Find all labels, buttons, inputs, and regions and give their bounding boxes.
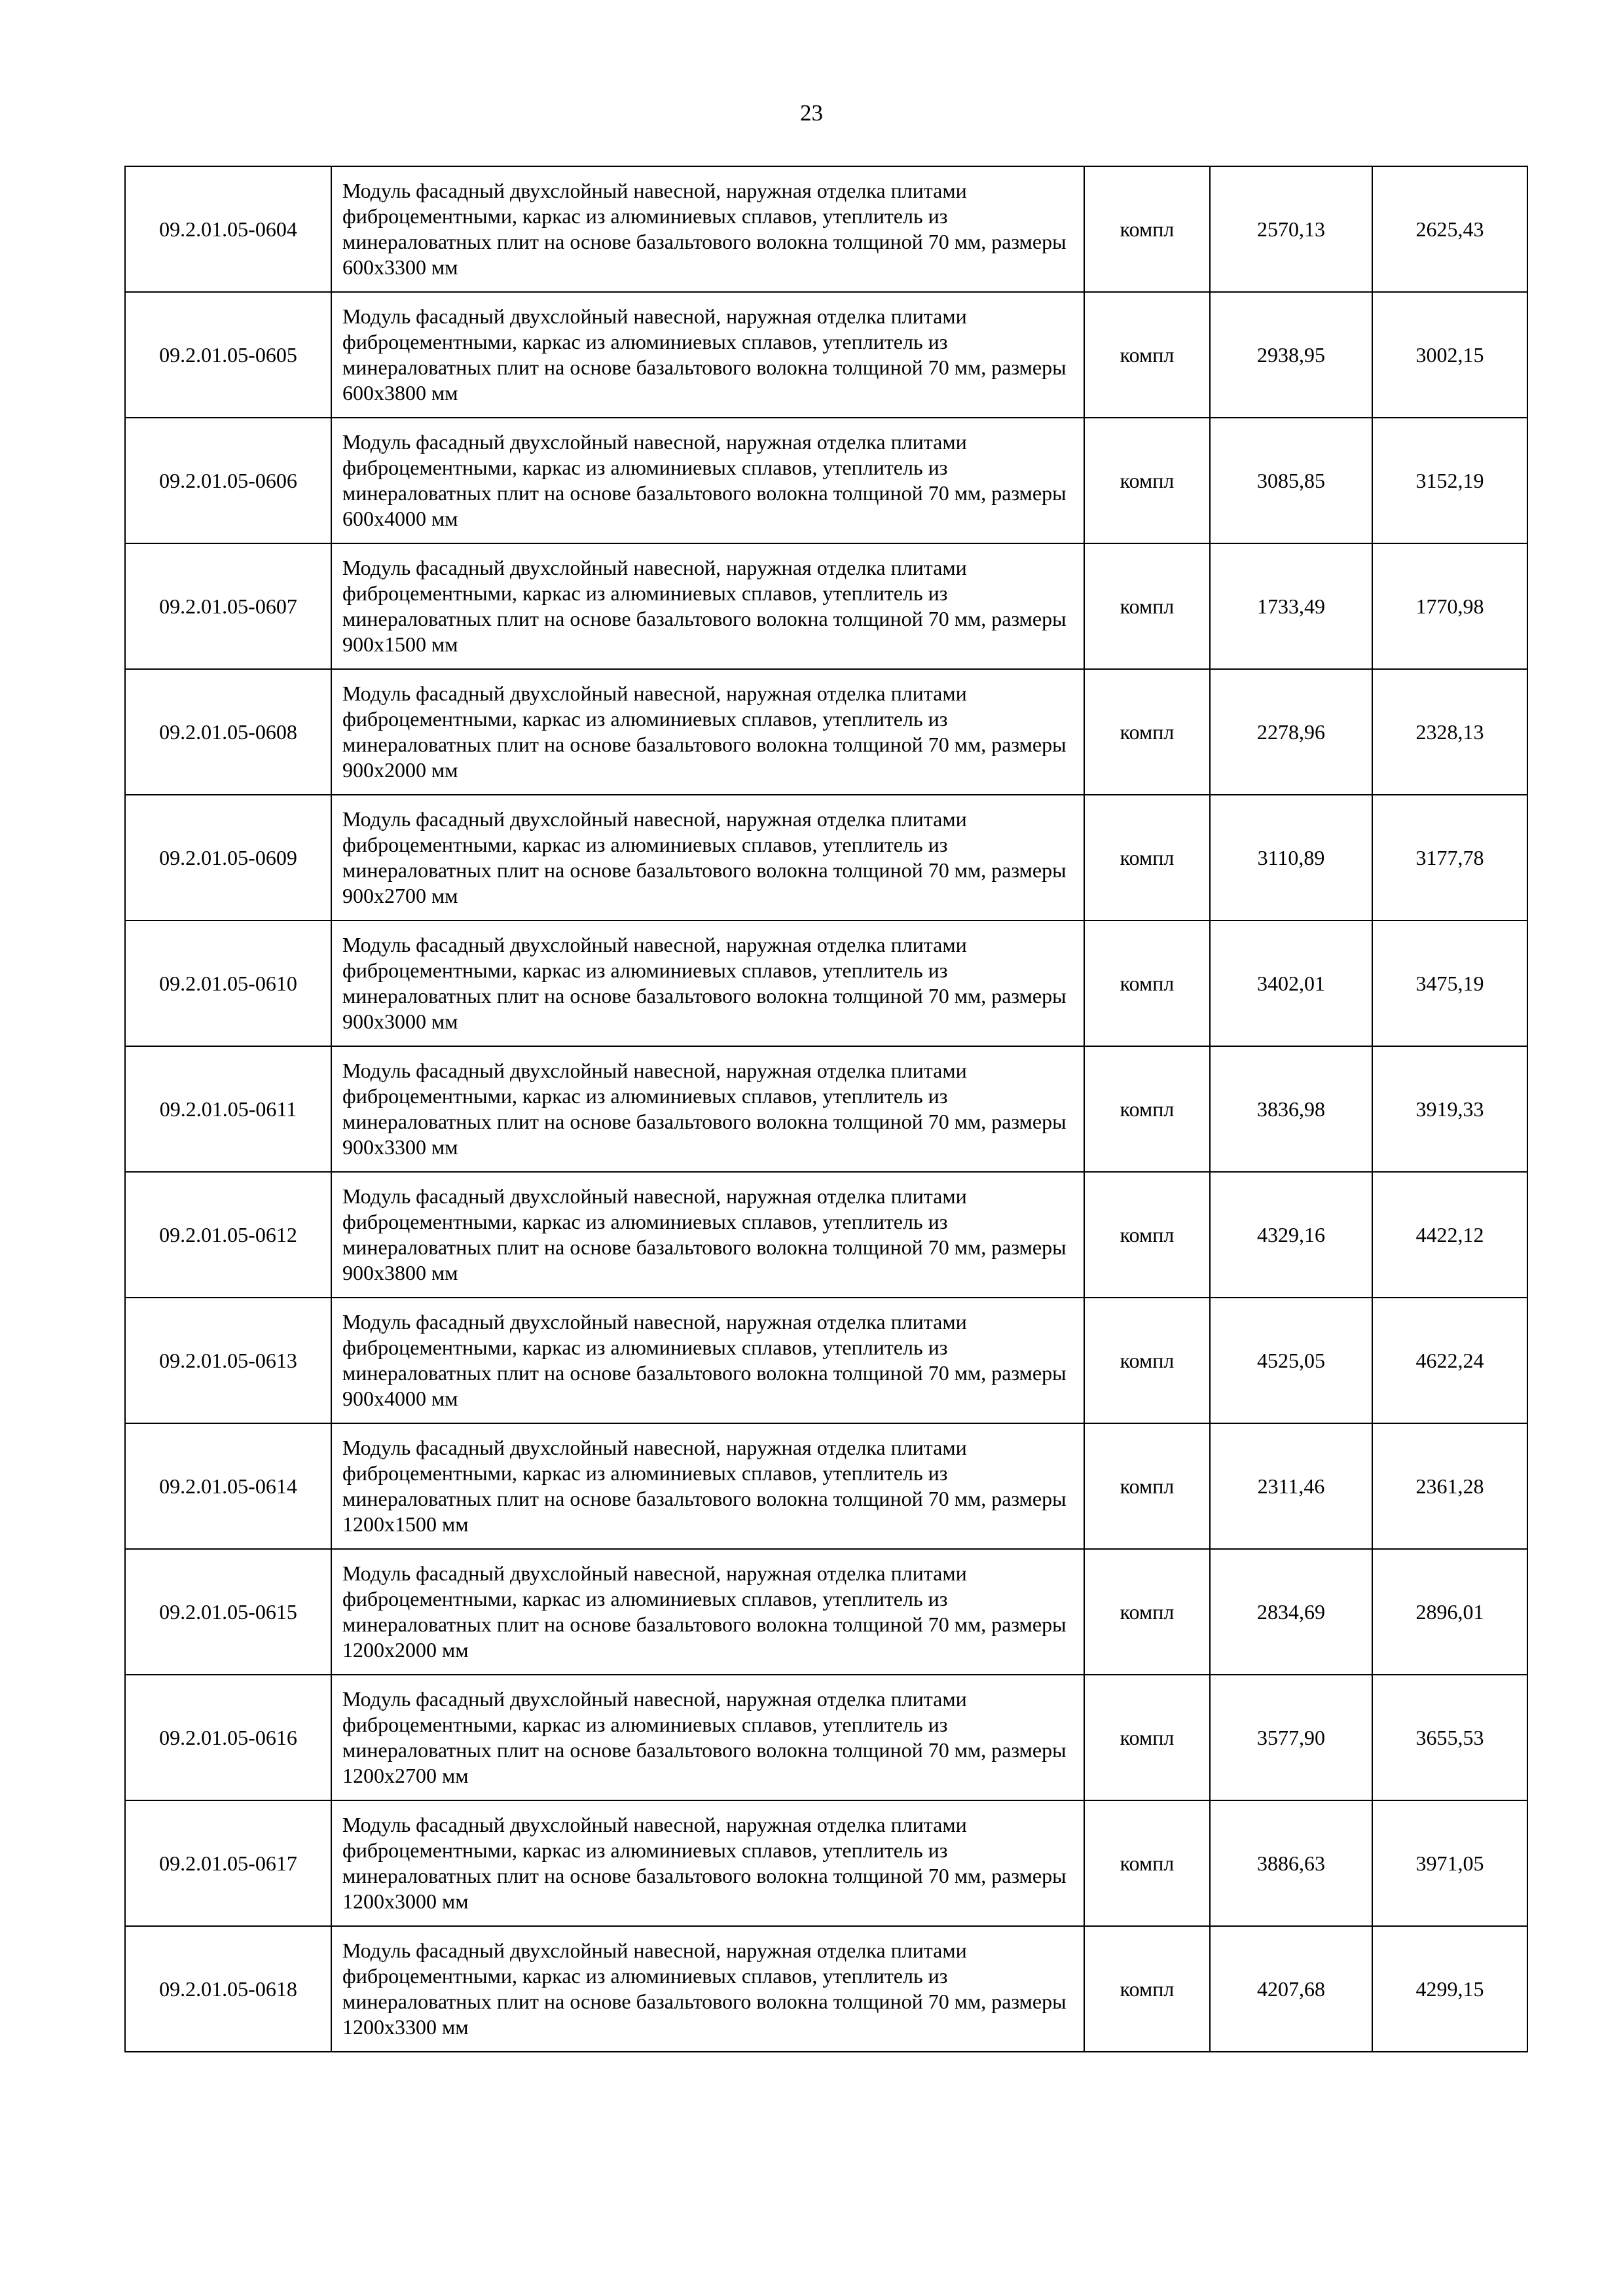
unit-cell: компл [1084, 1298, 1210, 1423]
unit-cell: компл [1084, 1926, 1210, 2052]
price2-cell: 3655,53 [1372, 1675, 1527, 1800]
code-cell: 09.2.01.05-0612 [125, 1172, 331, 1298]
description-cell: Модуль фасадный двухслойный навесной, наружная отделка плитами фиброцементными, каркас из алюминиевых сплавов, утеплитель из минераловатных плит на основе базальтового волокна толщиной 70 мм, размеры 900х3300 мм [331, 1046, 1084, 1172]
code-cell: 09.2.01.05-0606 [125, 418, 331, 543]
price1-cell: 2570,13 [1210, 166, 1372, 292]
price2-cell: 4622,24 [1372, 1298, 1527, 1423]
description-cell: Модуль фасадный двухслойный навесной, наружная отделка плитами фиброцементными, каркас из алюминиевых сплавов, утеплитель из минераловатных плит на основе базальтового волокна толщиной 70 мм, размеры 600х4000 мм [331, 418, 1084, 543]
price2-cell: 3152,19 [1372, 418, 1527, 543]
unit-cell: компл [1084, 795, 1210, 920]
code-cell: 09.2.01.05-0617 [125, 1800, 331, 1926]
price1-cell: 4525,05 [1210, 1298, 1372, 1423]
table-row [125, 669, 1527, 795]
price2-cell: 3002,15 [1372, 292, 1527, 418]
price1-cell: 4329,16 [1210, 1172, 1372, 1298]
price1-cell: 2834,69 [1210, 1549, 1372, 1675]
table-row [125, 1046, 1527, 1172]
price1-cell: 2278,96 [1210, 669, 1372, 795]
price1-cell: 2311,46 [1210, 1423, 1372, 1549]
price2-cell: 2625,43 [1372, 166, 1527, 292]
description-cell: Модуль фасадный двухслойный навесной, наружная отделка плитами фиброцементными, каркас из алюминиевых сплавов, утеплитель из минераловатных плит на основе базальтового волокна толщиной 70 мм, размеры 1200х3000 мм [331, 1800, 1084, 1926]
price2-cell: 2361,28 [1372, 1423, 1527, 1549]
price1-cell: 3836,98 [1210, 1046, 1372, 1172]
unit-cell: компл [1084, 1675, 1210, 1800]
table-row [125, 166, 1527, 292]
price1-cell: 2938,95 [1210, 292, 1372, 418]
description-cell: Модуль фасадный двухслойный навесной, наружная отделка плитами фиброцементными, каркас из алюминиевых сплавов, утеплитель из минераловатных плит на основе базальтового волокна толщиной 70 мм, размеры 1200х3300 мм [331, 1926, 1084, 2052]
price1-cell: 3402,01 [1210, 920, 1372, 1046]
table-row [125, 1926, 1527, 2052]
unit-cell: компл [1084, 669, 1210, 795]
description-cell: Модуль фасадный двухслойный навесной, наружная отделка плитами фиброцементными, каркас из алюминиевых сплавов, утеплитель из минераловатных плит на основе базальтового волокна толщиной 70 мм, размеры 1200х1500 мм [331, 1423, 1084, 1549]
description-cell: Модуль фасадный двухслойный навесной, наружная отделка плитами фиброцементными, каркас из алюминиевых сплавов, утеплитель из минераловатных плит на основе базальтового волокна толщиной 70 мм, размеры 900х3800 мм [331, 1172, 1084, 1298]
code-cell: 09.2.01.05-0616 [125, 1675, 331, 1800]
price1-cell: 3577,90 [1210, 1675, 1372, 1800]
unit-cell: компл [1084, 1800, 1210, 1926]
price2-cell: 3919,33 [1372, 1046, 1527, 1172]
unit-cell: компл [1084, 543, 1210, 669]
description-cell: Модуль фасадный двухслойный навесной, наружная отделка плитами фиброцементными, каркас из алюминиевых сплавов, утеплитель из минераловатных плит на основе базальтового волокна толщиной 70 мм, размеры 600х3300 мм [331, 166, 1084, 292]
price1-cell: 3886,63 [1210, 1800, 1372, 1926]
table-row [125, 1675, 1527, 1800]
code-cell: 09.2.01.05-0604 [125, 166, 331, 292]
price2-cell: 2328,13 [1372, 669, 1527, 795]
code-cell: 09.2.01.05-0611 [125, 1046, 331, 1172]
unit-cell: компл [1084, 292, 1210, 418]
description-cell: Модуль фасадный двухслойный навесной, наружная отделка плитами фиброцементными, каркас из алюминиевых сплавов, утеплитель из минераловатных плит на основе базальтового волокна толщиной 70 мм, размеры 1200х2000 мм [331, 1549, 1084, 1675]
table-row [125, 795, 1527, 920]
code-cell: 09.2.01.05-0610 [125, 920, 331, 1046]
unit-cell: компл [1084, 418, 1210, 543]
price2-cell: 3971,05 [1372, 1800, 1527, 1926]
unit-cell: компл [1084, 920, 1210, 1046]
code-cell: 09.2.01.05-0615 [125, 1549, 331, 1675]
unit-cell: компл [1084, 166, 1210, 292]
description-cell: Модуль фасадный двухслойный навесной, наружная отделка плитами фиброцементными, каркас из алюминиевых сплавов, утеплитель из минераловатных плит на основе базальтового волокна толщиной 70 мм, размеры 600х3800 мм [331, 292, 1084, 418]
table-row [125, 418, 1527, 543]
description-cell: Модуль фасадный двухслойный навесной, наружная отделка плитами фиброцементными, каркас из алюминиевых сплавов, утеплитель из минераловатных плит на основе базальтового волокна толщиной 70 мм, размеры 900х4000 мм [331, 1298, 1084, 1423]
table-row [125, 920, 1527, 1046]
description-cell: Модуль фасадный двухслойный навесной, наружная отделка плитами фиброцементными, каркас из алюминиевых сплавов, утеплитель из минераловатных плит на основе базальтового волокна толщиной 70 мм, размеры 1200х2700 мм [331, 1675, 1084, 1800]
price2-cell: 4299,15 [1372, 1926, 1527, 2052]
table-row [125, 1800, 1527, 1926]
price-table [124, 166, 1528, 2052]
code-cell: 09.2.01.05-0607 [125, 543, 331, 669]
price-table-body [125, 166, 1527, 2052]
table-row [125, 1549, 1527, 1675]
page-number: 23 [800, 100, 823, 126]
table-row [125, 543, 1527, 669]
description-cell: Модуль фасадный двухслойный навесной, наружная отделка плитами фиброцементными, каркас из алюминиевых сплавов, утеплитель из минераловатных плит на основе базальтового волокна толщиной 70 мм, размеры 900х2000 мм [331, 669, 1084, 795]
price2-cell: 3475,19 [1372, 920, 1527, 1046]
unit-cell: компл [1084, 1172, 1210, 1298]
price2-cell: 3177,78 [1372, 795, 1527, 920]
code-cell: 09.2.01.05-0613 [125, 1298, 331, 1423]
price2-cell: 4422,12 [1372, 1172, 1527, 1298]
description-cell: Модуль фасадный двухслойный навесной, наружная отделка плитами фиброцементными, каркас из алюминиевых сплавов, утеплитель из минераловатных плит на основе базальтового волокна толщиной 70 мм, размеры 900х1500 мм [331, 543, 1084, 669]
price1-cell: 3085,85 [1210, 418, 1372, 543]
table-row [125, 292, 1527, 418]
code-cell: 09.2.01.05-0614 [125, 1423, 331, 1549]
code-cell: 09.2.01.05-0618 [125, 1926, 331, 2052]
unit-cell: компл [1084, 1549, 1210, 1675]
table-row [125, 1423, 1527, 1549]
table-row [125, 1298, 1527, 1423]
price2-cell: 1770,98 [1372, 543, 1527, 669]
price1-cell: 1733,49 [1210, 543, 1372, 669]
table-row [125, 1172, 1527, 1298]
unit-cell: компл [1084, 1046, 1210, 1172]
code-cell: 09.2.01.05-0609 [125, 795, 331, 920]
price1-cell: 3110,89 [1210, 795, 1372, 920]
code-cell: 09.2.01.05-0608 [125, 669, 331, 795]
price1-cell: 4207,68 [1210, 1926, 1372, 2052]
price2-cell: 2896,01 [1372, 1549, 1527, 1675]
description-cell: Модуль фасадный двухслойный навесной, наружная отделка плитами фиброцементными, каркас из алюминиевых сплавов, утеплитель из минераловатных плит на основе базальтового волокна толщиной 70 мм, размеры 900х2700 мм [331, 795, 1084, 920]
code-cell: 09.2.01.05-0605 [125, 292, 331, 418]
description-cell: Модуль фасадный двухслойный навесной, наружная отделка плитами фиброцементными, каркас из алюминиевых сплавов, утеплитель из минераловатных плит на основе базальтового волокна толщиной 70 мм, размеры 900х3000 мм [331, 920, 1084, 1046]
unit-cell: компл [1084, 1423, 1210, 1549]
